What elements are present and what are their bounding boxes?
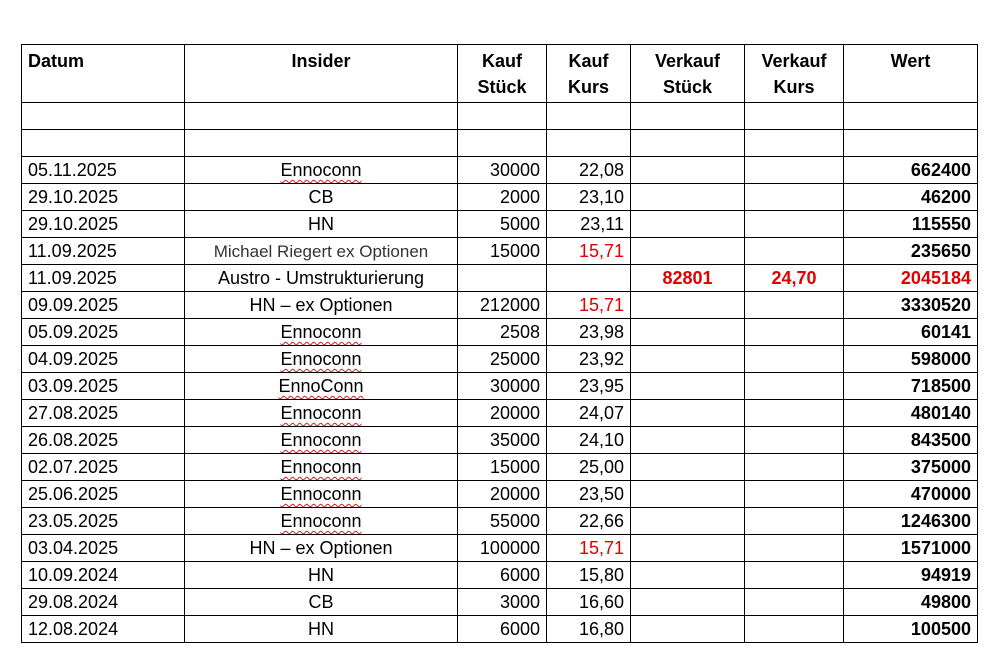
date-cell-text: 05.09.2025	[28, 322, 119, 342]
wert-cell	[844, 400, 978, 427]
kauf-stueck-cell	[458, 346, 547, 373]
empty-cell	[22, 103, 185, 130]
verkauf-stueck-cell	[631, 373, 745, 400]
date-cell-text: 05.11.2025	[28, 160, 117, 180]
kauf-stueck-cell-text: 55000	[489, 511, 540, 531]
empty-cell	[844, 130, 978, 157]
wert-cell-text: 470000	[910, 484, 971, 504]
table-row	[22, 265, 978, 292]
empty-cell	[844, 103, 978, 130]
kauf-stueck-cell-text: 2000	[499, 187, 540, 207]
header-verkauf-stueck: Verkauf Stück	[631, 45, 745, 103]
kauf-kurs-cell-text: 15,71	[578, 241, 624, 261]
verkauf-kurs-cell	[745, 508, 844, 535]
verkauf-kurs-cell	[745, 535, 844, 562]
kauf-stueck-cell	[458, 157, 547, 184]
insider-cell	[185, 211, 458, 238]
verkauf-stueck-cell	[631, 319, 745, 346]
date-cell	[22, 481, 185, 508]
date-cell-text: 29.10.2025	[28, 214, 119, 234]
verkauf-kurs-cell	[745, 400, 844, 427]
kauf-stueck-cell-text: 25000	[489, 349, 540, 369]
date-cell-text: 11.09.2025	[28, 241, 117, 261]
kauf-kurs-cell-text: 23,11	[580, 214, 624, 234]
empty-row	[22, 103, 978, 130]
kauf-kurs-cell	[547, 292, 631, 319]
kauf-stueck-cell-text: 100000	[479, 538, 540, 558]
verkauf-stueck-cell	[631, 562, 745, 589]
wert-cell	[844, 481, 978, 508]
insider-cell	[185, 346, 458, 373]
kauf-stueck-cell	[458, 211, 547, 238]
wert-cell-text: 46200	[920, 187, 971, 207]
empty-cell	[185, 130, 458, 157]
verkauf-stueck-cell	[631, 589, 745, 616]
wert-cell-text: 3330520	[900, 295, 971, 315]
verkauf-stueck-cell	[631, 616, 745, 643]
table-row	[22, 157, 978, 184]
kauf-kurs-cell-text: 15,71	[578, 295, 624, 315]
wert-cell-text: 662400	[910, 160, 971, 180]
wert-cell-text: 598000	[910, 349, 971, 369]
kauf-kurs-cell	[547, 589, 631, 616]
insider-cell	[185, 508, 458, 535]
table-row	[22, 427, 978, 454]
wert-cell	[844, 292, 978, 319]
verkauf-kurs-cell	[745, 454, 844, 481]
insider-cell	[185, 400, 458, 427]
empty-cell	[631, 130, 745, 157]
insider-cell	[185, 481, 458, 508]
date-cell	[22, 157, 185, 184]
kauf-stueck-cell-text: 20000	[489, 403, 540, 423]
verkauf-stueck-cell	[631, 400, 745, 427]
verkauf-kurs-cell	[745, 616, 844, 643]
date-cell-text: 03.04.2025	[28, 538, 119, 558]
header-kauf-kurs: Kauf Kurs	[547, 45, 631, 103]
kauf-stueck-cell	[458, 562, 547, 589]
wert-cell	[844, 319, 978, 346]
date-cell	[22, 319, 185, 346]
wert-cell	[844, 211, 978, 238]
insider-cell-text: HN – ex Optionen	[249, 295, 393, 315]
kauf-stueck-cell-text: 30000	[489, 376, 540, 396]
verkauf-kurs-cell	[745, 265, 844, 292]
verkauf-kurs-cell	[745, 238, 844, 265]
empty-cell	[745, 103, 844, 130]
verkauf-kurs-cell	[745, 292, 844, 319]
header-kauf-stueck: Kauf Stück	[458, 45, 547, 103]
verkauf-kurs-cell	[745, 373, 844, 400]
verkauf-kurs-cell	[745, 157, 844, 184]
date-cell	[22, 589, 185, 616]
table-row	[22, 589, 978, 616]
date-cell	[22, 616, 185, 643]
insider-cell	[185, 454, 458, 481]
verkauf-kurs-cell	[745, 589, 844, 616]
empty-cell	[547, 130, 631, 157]
verkauf-stueck-cell	[631, 292, 745, 319]
date-cell	[22, 265, 185, 292]
wert-cell	[844, 373, 978, 400]
date-cell-text: 09.09.2025	[28, 295, 119, 315]
kauf-kurs-cell-text: 23,10	[578, 187, 624, 207]
insider-cell	[185, 562, 458, 589]
date-cell	[22, 508, 185, 535]
insider-cell	[185, 265, 458, 292]
verkauf-stueck-cell	[631, 184, 745, 211]
insider-cell-text: HN – ex Optionen	[249, 538, 393, 558]
wert-cell	[844, 508, 978, 535]
table-row	[22, 238, 978, 265]
kauf-kurs-cell	[547, 400, 631, 427]
table-row	[22, 346, 978, 373]
verkauf-stueck-cell	[631, 508, 745, 535]
kauf-stueck-cell	[458, 508, 547, 535]
kauf-kurs-cell	[547, 427, 631, 454]
insider-cell-text: Ennoconn	[280, 484, 362, 504]
verkauf-kurs-cell	[745, 319, 844, 346]
empty-cell	[22, 130, 185, 157]
insider-cell	[185, 535, 458, 562]
date-cell-text: 29.08.2024	[28, 592, 119, 612]
wert-cell-text: 2045184	[900, 268, 971, 288]
table-row	[22, 562, 978, 589]
insider-cell-text: Ennoconn	[280, 160, 362, 180]
verkauf-kurs-cell	[745, 211, 844, 238]
kauf-stueck-cell-text: 20000	[489, 484, 540, 504]
kauf-kurs-cell	[547, 508, 631, 535]
wert-cell-text: 49800	[920, 592, 971, 612]
empty-cell	[547, 103, 631, 130]
wert-cell	[844, 589, 978, 616]
kauf-kurs-cell-text: 23,50	[578, 484, 624, 504]
table-row	[22, 400, 978, 427]
insider-cell-text: Ennoconn	[280, 349, 362, 369]
wert-cell-text: 1246300	[900, 511, 971, 531]
kauf-kurs-cell	[547, 562, 631, 589]
date-cell	[22, 373, 185, 400]
empty-cell	[458, 130, 547, 157]
table-row	[22, 508, 978, 535]
kauf-stueck-cell	[458, 400, 547, 427]
date-cell	[22, 292, 185, 319]
verkauf-stueck-cell	[631, 238, 745, 265]
header-wert: Wert	[844, 45, 978, 103]
wert-cell	[844, 238, 978, 265]
wert-cell-text: 60141	[920, 322, 971, 342]
insider-cell	[185, 319, 458, 346]
wert-cell-text: 1571000	[900, 538, 971, 558]
kauf-kurs-cell-text: 23,92	[578, 349, 624, 369]
wert-cell-text: 375000	[910, 457, 971, 477]
kauf-kurs-cell-text: 23,98	[578, 322, 624, 342]
wert-cell	[844, 184, 978, 211]
insider-cell-text: Austro - Umstrukturierung	[217, 268, 425, 288]
kauf-stueck-cell	[458, 535, 547, 562]
date-cell	[22, 238, 185, 265]
date-cell	[22, 184, 185, 211]
date-cell-text: 27.08.2025	[28, 403, 119, 423]
kauf-stueck-cell	[458, 265, 547, 292]
kauf-kurs-cell	[547, 319, 631, 346]
table-row	[22, 211, 978, 238]
kauf-kurs-cell-text: 15,80	[578, 565, 624, 585]
kauf-stueck-cell-text: 15000	[489, 241, 540, 261]
wert-cell	[844, 535, 978, 562]
wert-cell	[844, 265, 978, 292]
wert-cell-text: 100500	[910, 619, 971, 639]
kauf-kurs-cell	[547, 535, 631, 562]
empty-cell	[745, 130, 844, 157]
date-cell	[22, 211, 185, 238]
insider-cell-text: EnnoConn	[278, 376, 364, 396]
verkauf-stueck-cell	[631, 211, 745, 238]
date-cell-text: 03.09.2025	[28, 376, 119, 396]
insider-cell-text: Ennoconn	[280, 322, 362, 342]
kauf-kurs-cell-text: 22,08	[578, 160, 624, 180]
kauf-kurs-cell-text: 16,80	[578, 619, 624, 639]
insider-cell-text: Michael Riegert ex Optionen	[213, 241, 429, 261]
wert-cell-text: 843500	[910, 430, 971, 450]
verkauf-stueck-cell-text: 82801	[662, 268, 713, 288]
kauf-kurs-cell	[547, 184, 631, 211]
kauf-kurs-cell	[547, 346, 631, 373]
kauf-stueck-cell	[458, 184, 547, 211]
wert-cell	[844, 454, 978, 481]
insider-cell-text: HN	[308, 619, 334, 639]
insider-cell	[185, 373, 458, 400]
kauf-kurs-cell	[547, 238, 631, 265]
insider-cell	[185, 157, 458, 184]
date-cell	[22, 346, 185, 373]
insider-cell-text: CB	[308, 187, 334, 207]
wert-cell	[844, 562, 978, 589]
wert-cell-text: 718500	[910, 376, 971, 396]
kauf-stueck-cell	[458, 373, 547, 400]
date-cell	[22, 562, 185, 589]
wert-cell	[844, 616, 978, 643]
kauf-stueck-cell	[458, 238, 547, 265]
insider-trades-table	[21, 44, 978, 643]
kauf-kurs-cell	[547, 373, 631, 400]
date-cell-text: 23.05.2025	[28, 511, 119, 531]
date-cell	[22, 400, 185, 427]
kauf-stueck-cell-text: 3000	[499, 592, 540, 612]
table-row	[22, 373, 978, 400]
wert-cell	[844, 157, 978, 184]
verkauf-stueck-cell	[631, 535, 745, 562]
empty-cell	[458, 103, 547, 130]
insider-cell-text: Ennoconn	[280, 457, 362, 477]
header-verkauf-kurs: Verkauf Kurs	[745, 45, 844, 103]
date-cell-text: 11.09.2025	[28, 268, 117, 288]
date-cell-text: 26.08.2025	[28, 430, 119, 450]
kauf-stueck-cell-text: 15000	[489, 457, 540, 477]
insider-cell-text: Ennoconn	[280, 430, 362, 450]
kauf-kurs-cell-text: 24,07	[578, 403, 624, 423]
kauf-kurs-cell	[547, 454, 631, 481]
verkauf-kurs-cell	[745, 346, 844, 373]
kauf-stueck-cell	[458, 481, 547, 508]
kauf-stueck-cell-text: 2508	[499, 322, 540, 342]
table-row	[22, 481, 978, 508]
kauf-kurs-cell	[547, 481, 631, 508]
table-row	[22, 454, 978, 481]
verkauf-kurs-cell	[745, 184, 844, 211]
empty-cell	[185, 103, 458, 130]
kauf-stueck-cell	[458, 616, 547, 643]
kauf-kurs-cell-text: 22,66	[578, 511, 624, 531]
kauf-stueck-cell	[458, 427, 547, 454]
kauf-stueck-cell-text: 6000	[499, 619, 540, 639]
header-row	[22, 45, 978, 103]
date-cell-text: 29.10.2025	[28, 187, 119, 207]
verkauf-stueck-cell	[631, 481, 745, 508]
header-datum: Datum	[22, 45, 185, 103]
empty-row	[22, 130, 978, 157]
insider-cell	[185, 184, 458, 211]
verkauf-stueck-cell	[631, 454, 745, 481]
kauf-kurs-cell	[547, 211, 631, 238]
insider-cell-text: HN	[308, 565, 334, 585]
date-cell	[22, 454, 185, 481]
kauf-kurs-cell	[547, 616, 631, 643]
wert-cell-text: 115550	[911, 214, 971, 234]
kauf-kurs-cell-text: 23,95	[578, 376, 624, 396]
date-cell	[22, 535, 185, 562]
table-row	[22, 292, 978, 319]
kauf-stueck-cell-text: 5000	[499, 214, 540, 234]
date-cell-text: 12.08.2024	[28, 619, 119, 639]
kauf-kurs-cell	[547, 265, 631, 292]
wert-cell-text: 480140	[910, 403, 971, 423]
insider-cell	[185, 427, 458, 454]
date-cell-text: 04.09.2025	[28, 349, 119, 369]
date-cell-text: 02.07.2025	[28, 457, 119, 477]
kauf-stueck-cell-text: 30000	[489, 160, 540, 180]
insider-cell-text: HN	[308, 214, 334, 234]
kauf-stueck-cell	[458, 292, 547, 319]
insider-cell	[185, 589, 458, 616]
insider-cell	[185, 292, 458, 319]
insider-cell-text: CB	[308, 592, 334, 612]
date-cell-text: 10.09.2024	[28, 565, 119, 585]
kauf-stueck-cell	[458, 319, 547, 346]
empty-cell	[631, 103, 745, 130]
kauf-stueck-cell	[458, 454, 547, 481]
date-cell	[22, 427, 185, 454]
verkauf-stueck-cell	[631, 346, 745, 373]
verkauf-stueck-cell	[631, 427, 745, 454]
table-row	[22, 184, 978, 211]
kauf-kurs-cell	[547, 157, 631, 184]
wert-cell-text: 94919	[920, 565, 971, 585]
wert-cell	[844, 427, 978, 454]
wert-cell	[844, 346, 978, 373]
date-cell-text: 25.06.2025	[28, 484, 119, 504]
verkauf-stueck-cell	[631, 265, 745, 292]
kauf-stueck-cell-text: 35000	[489, 430, 540, 450]
header-insider: Insider	[185, 45, 458, 103]
kauf-kurs-cell-text: 15,71	[578, 538, 624, 558]
verkauf-kurs-cell	[745, 481, 844, 508]
kauf-stueck-cell-text: 212000	[479, 295, 540, 315]
verkauf-stueck-cell	[631, 157, 745, 184]
insider-cell-text: Ennoconn	[280, 511, 362, 531]
kauf-kurs-cell-text: 24,10	[578, 430, 624, 450]
kauf-kurs-cell-text: 16,60	[578, 592, 624, 612]
verkauf-kurs-cell	[745, 562, 844, 589]
kauf-kurs-cell-text: 25,00	[578, 457, 624, 477]
verkauf-kurs-cell	[745, 427, 844, 454]
table-row	[22, 319, 978, 346]
table-row	[22, 535, 978, 562]
insider-cell-text: Ennoconn	[280, 403, 362, 423]
kauf-stueck-cell	[458, 589, 547, 616]
table-row	[22, 616, 978, 643]
insider-cell	[185, 238, 458, 265]
insider-cell	[185, 616, 458, 643]
verkauf-kurs-cell-text: 24,70	[771, 268, 817, 288]
wert-cell-text: 235650	[910, 241, 971, 261]
kauf-stueck-cell-text: 6000	[499, 565, 540, 585]
